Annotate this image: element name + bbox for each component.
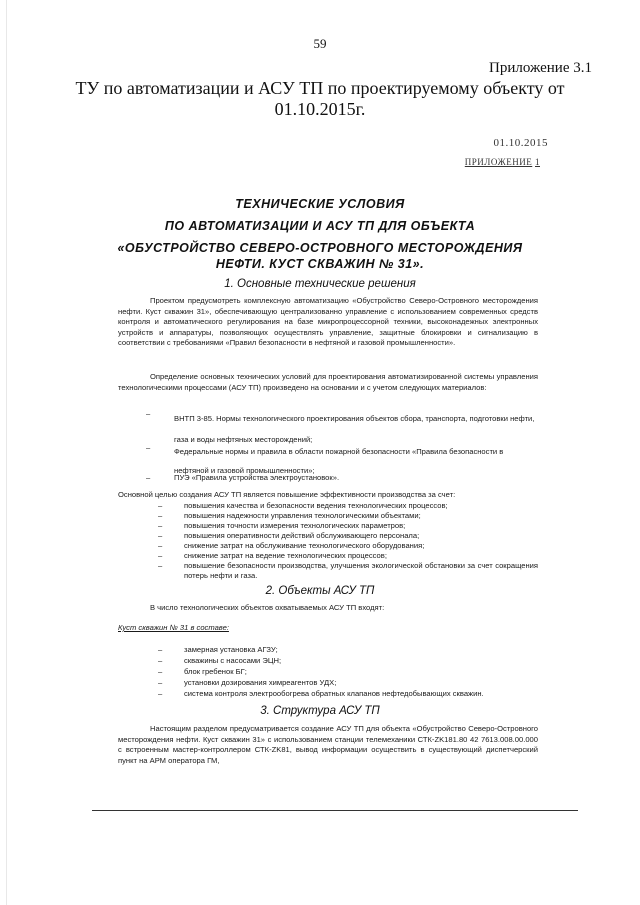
attachment-label <box>465 157 540 167</box>
section1-p1-text: Проектом предусмотреть комплексную автоматизацию «Обустройство Северо-Островного месторождения нефти. Куст скважин 31», обеспечивающую централизованно управление с использованием современных средств контроля и автоматического регулирования на базе микропроцессорной техники, высоконадежных электронных устройств и аппаратуры, позволяющих осуществлять управление, защитные блокировки и сигнализацию в соответствии с требованиями «Правил безопасности в нефтяной и газовой промышленности». <box>118 296 538 348</box>
section2-intro-text: В число технологических объектов охватываемых АСУ ТП входят: <box>150 603 385 612</box>
attachment-prefix: ПРИЛОЖЕНИЕ <box>464 157 533 167</box>
appendix-label: Приложение 3.1 <box>488 60 592 76</box>
dash-marker: – <box>158 501 163 510</box>
document-title-line1: ТУ по автоматизации и АСУ ТП по проектируемому объекту от <box>75 78 565 98</box>
goal-text: повышения качества и безопасности ведения технологических процессов; <box>184 501 448 510</box>
goal-text: повышения точности измерения технологических параметров; <box>184 521 406 530</box>
dash-marker: – <box>158 551 163 560</box>
goal-text: снижение затрат на ведение технологических процессов; <box>184 551 387 560</box>
goal-text: снижение затрат на обслуживание технологического оборудования; <box>184 541 425 550</box>
document-title-line2: 01.10.2015г. <box>274 99 366 119</box>
dash-marker: – <box>146 473 151 482</box>
section3-paragraph1 <box>118 724 538 766</box>
goal-text: повышения оперативности действий обслуживающего персонала; <box>184 531 420 540</box>
section1-p2-text: Определение основных технических условий для проектирования автоматизированной системы управления технологическими процессами (АСУ ТП) произведено на основании и с учетом следующих материалов: <box>118 372 538 392</box>
document-date: 01.10.2015 <box>493 137 548 149</box>
page-number: 59 <box>313 36 327 51</box>
section1-paragraph2 <box>118 372 538 393</box>
dash-marker: – <box>158 689 163 698</box>
dash-marker: – <box>158 645 163 654</box>
object-text: скважины с насосами ЭЦН; <box>184 656 282 665</box>
section1-title: 1. Основные технические решения <box>224 278 416 290</box>
goal-text: повышения надежности управления технологическими объектами; <box>184 511 421 520</box>
dash-marker: – <box>146 443 151 452</box>
tc-heading-line2: ПО АВТОМАТИЗАЦИИ И АСУ ТП ДЛЯ ОБЪЕКТА <box>164 219 476 233</box>
document-title <box>60 78 580 120</box>
section3-title: 3. Структура АСУ ТП <box>260 705 380 717</box>
object-text: установки дозирования химреагентов УДХ; <box>184 678 337 687</box>
list-item <box>146 472 540 484</box>
dash-marker: – <box>146 409 151 418</box>
scan-edge <box>6 0 7 905</box>
section1-paragraph1 <box>118 296 538 349</box>
attachment-number: 1 <box>535 157 540 167</box>
section2-subheading: Куст скважин № 31 в составе: <box>118 623 229 632</box>
tc-heading-line4: НЕФТИ. КУСТ СКВАЖИН № 31». <box>215 257 425 271</box>
dash-marker: – <box>158 541 163 550</box>
section2-title: 2. Объекты АСУ ТП <box>265 585 375 597</box>
goal-intro: Основной целью создания АСУ ТП является повышение эффективности производства за счет: <box>118 490 456 499</box>
dash-marker: – <box>158 656 163 665</box>
dash-marker: – <box>158 678 163 687</box>
dash-marker: – <box>158 531 163 540</box>
object-text: система контроля электрообогрева обратных клапанов нефтедобывающих скважин. <box>184 689 484 698</box>
dash-marker: – <box>158 561 163 570</box>
object-text: замерная установка АГЗУ; <box>184 645 278 654</box>
tc-heading-line1: ТЕХНИЧЕСКИЕ УСЛОВИЯ <box>235 197 405 211</box>
section3-p1-text: Настоящим разделом предусматривается создание АСУ ТП для объекта «Обустройство Северо-Островного месторождения нефти. Куст скважин 31» с использованием станции телемеханики СТК-ZK181.80 42 7613.008.00.000 с встроенным мастер-контроллером СТК-ZK81, вывод информации осуществить в существующий диспетчерский пункт на АРМ оператора ГМ, <box>118 724 538 765</box>
material-text: Федеральные нормы и правила в области пожарной безопасности «Правила безопасности в нефтяной и газовой промышленности»; <box>174 447 504 475</box>
tc-heading-line3: «ОБУСТРОЙСТВО СЕВЕРО-ОСТРОВНОГО МЕСТОРОЖДЕНИЯ <box>117 241 523 255</box>
dash-marker: – <box>158 521 163 530</box>
material-text: ПУЭ «Правила устройства электроустановок». <box>174 473 340 482</box>
object-text: блок гребенок БГ; <box>184 667 247 676</box>
dash-marker: – <box>158 667 163 676</box>
goal-text: повышение безопасности производства, улучшения экологической обстановки за счет сокращения потерь нефти и газа. <box>184 561 538 580</box>
dash-marker: – <box>158 511 163 520</box>
section2-intro <box>118 603 538 614</box>
material-text: ВНТП 3-85. Нормы технологического проектирования объектов сбора, транспорта, подготовки нефти, газа и воды нефтяных месторождений; <box>174 414 535 444</box>
bottom-rule <box>92 810 578 811</box>
